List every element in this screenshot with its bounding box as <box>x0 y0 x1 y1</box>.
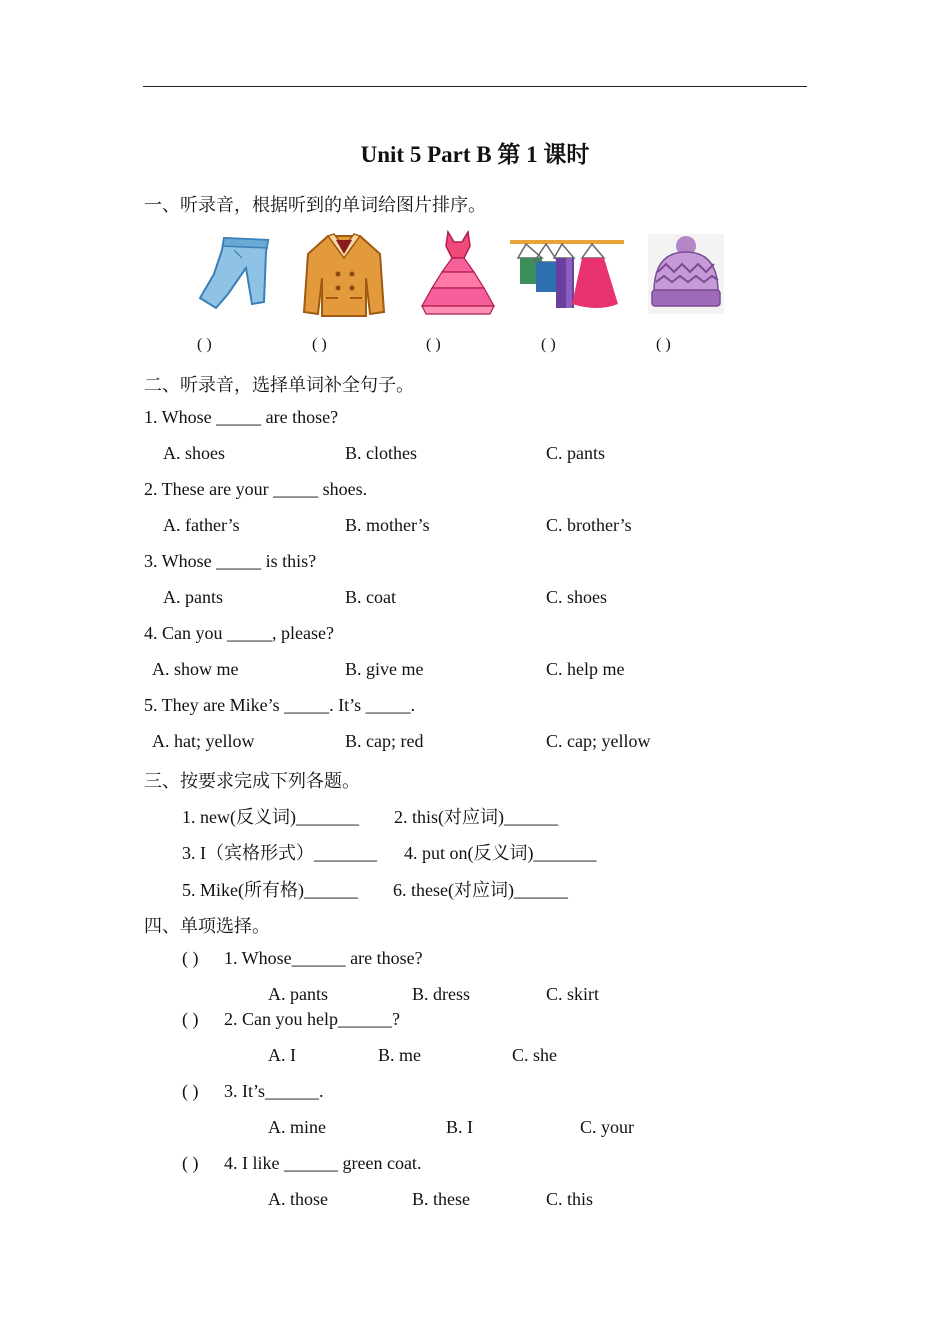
s4-q2-option-a[interactable]: A. I <box>268 1045 296 1065</box>
s2-q4-option-c[interactable]: C. help me <box>546 659 625 679</box>
section4-heading: 四、单项选择。 <box>144 916 270 936</box>
s3-item-2[interactable]: 2. this(对应词)______ <box>394 807 558 827</box>
s4-q1-option-a[interactable]: A. pants <box>268 984 328 1004</box>
s4-q3-option-a[interactable]: A. mine <box>268 1117 326 1137</box>
s2-q2-option-a[interactable]: A. father’s <box>163 515 240 535</box>
pants-icon <box>194 228 272 310</box>
section2-heading: 二、听录音，选择单词补全句子。 <box>144 375 414 395</box>
s4-q4-paren[interactable]: ( ) <box>182 1153 199 1173</box>
header-rule <box>143 86 807 87</box>
s4-q3-option-c[interactable]: C. your <box>580 1117 634 1137</box>
s2-q4-option-b[interactable]: B. give me <box>345 659 424 679</box>
picture4-answer[interactable]: ( ) <box>541 336 556 353</box>
coat-icon <box>300 228 388 320</box>
s2-q4-option-a[interactable]: A. show me <box>152 659 239 679</box>
s4-q4-option-a[interactable]: A. those <box>268 1189 328 1209</box>
picture5-answer[interactable]: ( ) <box>656 336 671 353</box>
s2-question-4: 4. Can you _____, please? <box>144 623 334 643</box>
s4-q1-option-b[interactable]: B. dress <box>412 984 470 1004</box>
s4-question-4: 4. I like ______ green coat. <box>224 1153 422 1173</box>
s4-q1-paren[interactable]: ( ) <box>182 948 199 968</box>
s4-q2-option-b[interactable]: B. me <box>378 1045 421 1065</box>
s4-q3-paren[interactable]: ( ) <box>182 1081 199 1101</box>
s3-item-1[interactable]: 1. new(反义词)_______ <box>182 807 359 827</box>
s2-q1-option-c[interactable]: C. pants <box>546 443 606 463</box>
s2-q1-option-a[interactable]: A. shoes <box>163 443 225 463</box>
s4-question-3: 3. It’s______. <box>224 1081 324 1101</box>
s2-q5-option-b[interactable]: B. cap; red <box>345 731 424 751</box>
picture3-answer[interactable]: ( ) <box>426 336 441 353</box>
s4-q4-option-b[interactable]: B. these <box>412 1189 470 1209</box>
dress-icon <box>418 228 498 320</box>
page-title: Unit 5 Part B 第 1 课时 <box>360 142 590 167</box>
s2-question-3: 3. Whose _____ is this? <box>144 551 317 571</box>
s4-q2-paren[interactable]: ( ) <box>182 1009 199 1029</box>
s2-q3-option-c[interactable]: C. shoes <box>546 587 608 607</box>
s2-q1-option-b[interactable]: B. clothes <box>345 443 417 463</box>
s2-question-1: 1. Whose _____ are those? <box>144 407 339 427</box>
s4-q2-option-c[interactable]: C. she <box>512 1045 557 1065</box>
s4-question-2: 2. Can you help______? <box>224 1009 400 1029</box>
s2-question-2: 2. These are your _____ shoes. <box>144 479 368 499</box>
s4-q1-option-c[interactable]: C. skirt <box>546 984 600 1004</box>
s3-item-5[interactable]: 5. Mike(所有格)______ <box>182 880 358 900</box>
section3-heading: 三、按要求完成下列各题。 <box>144 771 360 791</box>
s4-question-1: 1. Whose______ are those? <box>224 948 423 968</box>
s2-q2-option-c[interactable]: C. brother’s <box>546 515 632 535</box>
winter-hat-icon <box>648 234 724 314</box>
s2-question-5: 5. They are Mike’s _____. It’s _____. <box>144 695 416 715</box>
s2-q5-option-a[interactable]: A. hat; yellow <box>152 731 255 751</box>
s2-q3-option-b[interactable]: B. coat <box>345 587 396 607</box>
clothes-rack-icon <box>508 228 626 314</box>
s4-q4-option-c[interactable]: C. this <box>546 1189 594 1209</box>
picture1-answer[interactable]: ( ) <box>197 336 212 353</box>
s2-q2-option-b[interactable]: B. mother’s <box>345 515 430 535</box>
picture2-answer[interactable]: ( ) <box>312 336 327 353</box>
s3-item-4[interactable]: 4. put on(反义词)_______ <box>404 843 597 863</box>
s2-q5-option-c[interactable]: C. cap; yellow <box>546 731 651 751</box>
s3-item-6[interactable]: 6. these(对应词)______ <box>393 880 568 900</box>
s4-q3-option-b[interactable]: B. I <box>446 1117 473 1137</box>
s3-item-3[interactable]: 3. I（宾格形式）_______ <box>182 843 377 863</box>
section1-heading: 一、听录音，根据听到的单词给图片排序。 <box>144 195 486 215</box>
s2-q3-option-a[interactable]: A. pants <box>163 587 223 607</box>
